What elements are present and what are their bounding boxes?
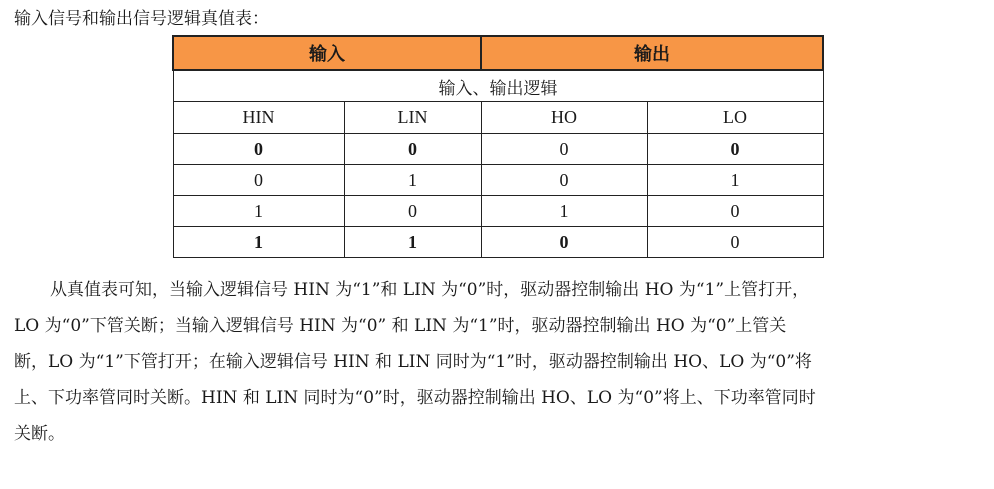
table-row [173,165,823,196]
paragraph-line: LO 为“0”下管关断；当输入逻辑信号 HIN 为“0” 和 LIN 为“1”时，驱动器控制输出 HO 为“0”上管关 [14,316,787,336]
cell-ho: 0 [481,165,647,196]
cell-hin: 0 [173,165,344,196]
table-row [173,227,823,258]
cell-hin: 1 [173,227,344,258]
header-output: 输出 [481,36,823,70]
cell-lin: 0 [344,134,481,165]
cell-hin: 1 [173,196,344,227]
column-hin: HIN [173,102,344,134]
explanation-paragraph [14,272,990,452]
column-ho: HO [481,102,647,134]
truth-table [172,35,824,258]
table-caption: 输入信号和输出信号逻辑真值表： [14,9,269,29]
cell-lin: 1 [344,165,481,196]
column-header-row [173,102,823,134]
cell-ho: 0 [481,227,647,258]
paragraph-line: 关断。 [14,424,65,444]
table-header-row [173,36,823,70]
cell-lin: 0 [344,196,481,227]
cell-hin: 0 [173,134,344,165]
paragraph-line: 断，LO 为“1”下管打开；在输入逻辑信号 HIN 和 LIN 同时为“1”时，驱动器控制输出 HO、LO 为“0”将 [14,352,812,372]
paragraph-line: 上、下功率管同时关断。HIN 和 LIN 同时为“0”时，驱动器控制输出 HO、LO 为“0”将上、下功率管同时 [14,388,816,408]
column-lin: LIN [344,102,481,134]
cell-lo: 0 [647,134,823,165]
cell-lo: 1 [647,165,823,196]
column-lo: LO [647,102,823,134]
cell-ho: 0 [481,134,647,165]
table-row [173,134,823,165]
header-input: 输入 [173,36,481,70]
subheader-logic: 输入、输出逻辑 [173,70,823,102]
cell-lin: 1 [344,227,481,258]
table-row [173,196,823,227]
cell-ho: 1 [481,196,647,227]
cell-lo: 0 [647,227,823,258]
paragraph-line: 从真值表可知，当输入逻辑信号 HIN 为“1”和 LIN 为“0”时，驱动器控制输出 HO 为“1”上管打开， [50,280,810,300]
table-subheader-row [173,70,823,102]
cell-lo: 0 [647,196,823,227]
